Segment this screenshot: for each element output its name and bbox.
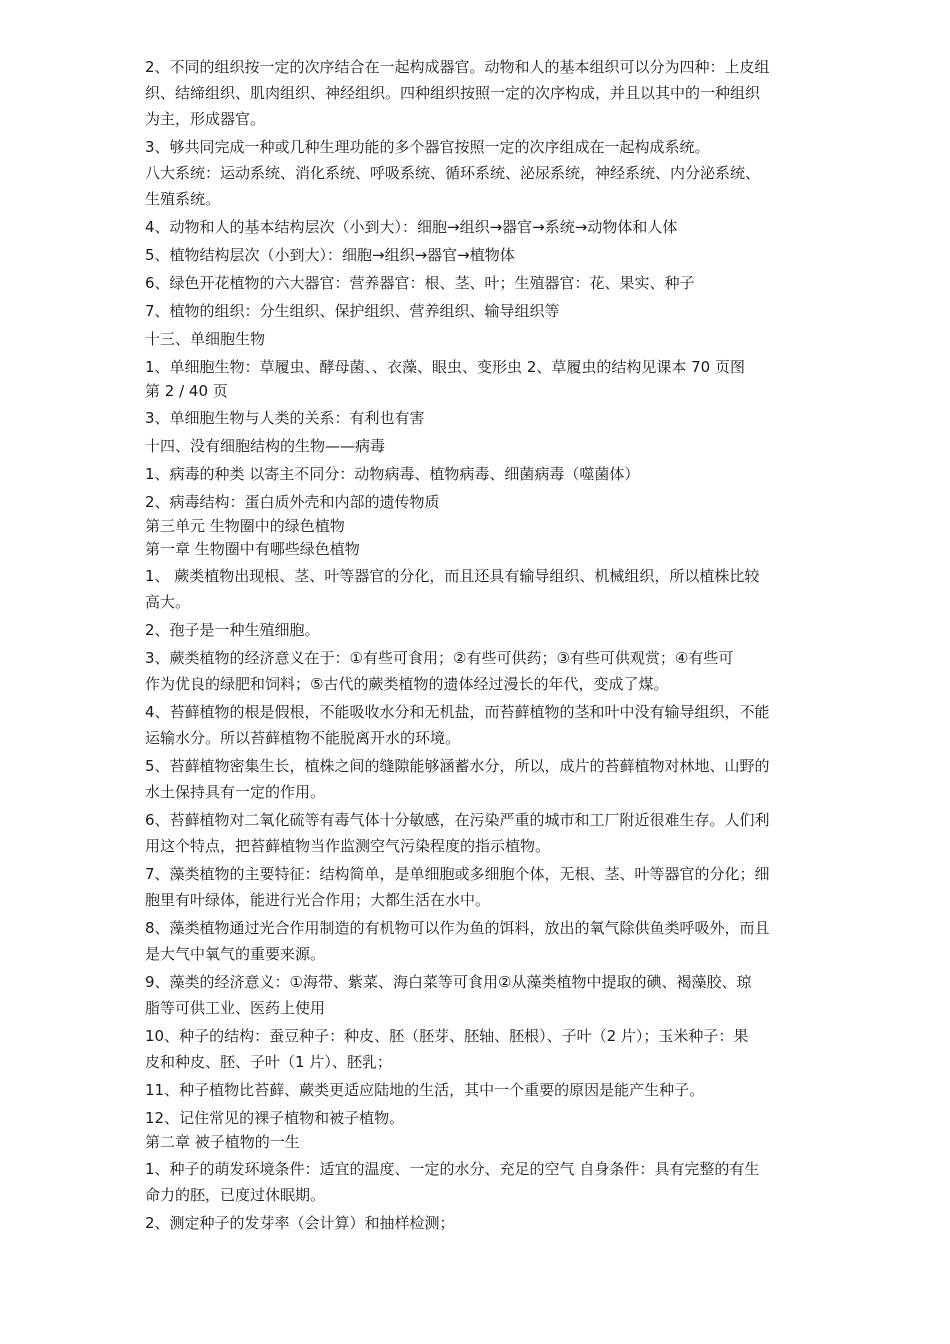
text-line: 胞里有叶绿体，能进行光合作用；大都生活在水中。 [145,891,491,909]
text-line: 7、植物的组织：分生组织、保护组织、营养组织、输导组织等 [145,302,560,320]
text-line: 2、不同的组织按一定的次序结合在一起构成器官。动物和人的基本组织可以分为四种：上皮组 [145,58,770,76]
text-line: 高大。 [145,593,191,611]
text-line: 5、苔藓植物密集生长，植株之间的缝隙能够涵蓄水分，所以，成片的苔藓植物对林地、山野的 [145,757,770,775]
text-line: 4、动物和人的基本结构层次（小到大）：细胞→组织→器官→系统→动物体和人体 [145,218,678,236]
text-line: 11、种子植物比苔藓、蕨类更适应陆地的生活，其中一个重要的原因是能产生种子。 [145,1081,705,1099]
text-line: 水土保持具有一定的作用。 [145,783,326,801]
unit-heading: 第三单元 生物圈中的绿色植物 [145,517,345,535]
text-line: 1、 蕨类植物出现根、茎、叶等器官的分化，而且还具有输导组织、机械组织，所以植株比较 [145,567,760,585]
chapter-heading: 第二章 被子植物的一生 [145,1133,300,1151]
section-heading: 十四、没有细胞结构的生物——病毒 [145,437,386,455]
text-line: 作为优良的绿肥和饲料；⑤古代的蕨类植物的遗体经过漫长的年代，变成了煤。 [145,675,669,693]
text-line: 4、苔藓植物的根是假根，不能吸收水分和无机盐，而苔藓植物的茎和叶中没有输导组织，不能 [145,703,770,721]
text-line: 5、植物结构层次（小到大）：细胞→组织→器官→植物体 [145,246,515,264]
document-page [145,54,810,1236]
text-line: 八大系统：运动系统、消化系统、呼吸系统、循环系统、泌尿系统，神经系统、内分泌系统、 [145,164,761,182]
text-line: 7、藻类植物的主要特征：结构简单，是单细胞或多细胞个体，无根、茎、叶等器官的分化；细 [145,865,770,883]
text-line: 生殖系统。 [145,190,221,208]
text-line: 2、测定种子的发芽率（会计算）和抽样检测； [145,1214,455,1232]
text-line: 1、单细胞生物：草履虫、酵母菌、、衣藻、眼虫、变形虫 2、草履虫的结构见课本 70 页图 [145,358,745,376]
chapter-heading: 第一章 生物圈中有哪些绿色植物 [145,540,360,558]
text-line: 10、种子的结构：蚕豆种子：种皮、胚（胚芽、胚轴、胚根）、子叶（2 片）；玉米种子：果 [145,1027,749,1045]
page-number: 第 2 / 40 页 [145,382,228,400]
text-line: 是大气中氧气的重要来源。 [145,945,326,963]
text-line: 1、种子的萌发环境条件：适宜的温度、一定的水分、充足的空气 自身条件：具有完整的有生 [145,1160,760,1178]
text-line: 3、单细胞生物与人类的关系：有利也有害 [145,409,425,427]
text-line: 1、病毒的种类 以寄主不同分：动物病毒、植物病毒、细菌病毒（噬菌体） [145,465,640,483]
text-line: 8、藻类植物通过光合作用制造的有机物可以作为鱼的饵料，放出的氧气除供鱼类呼吸外，而且 [145,919,770,937]
text-line: 2、病毒结构：蛋白质外壳和内部的遗传物质 [145,493,440,511]
text-line: 为主，形成器官。 [145,110,266,128]
text-line: 2、孢子是一种生殖细胞。 [145,621,320,639]
text-line: 12、记住常见的裸子植物和被子植物。 [145,1109,405,1127]
text-line: 用这个特点，把苔藓植物当作监测空气污染程度的指示植物。 [145,837,551,855]
text-line: 脂等可供工业、医药上使用 [145,999,326,1017]
text-line: 织、结缔组织、肌肉组织、神经组织。四种组织按照一定的次序构成，并且以其中的一种组织 [145,84,761,102]
text-line: 6、苔藓植物对二氧化硫等有毒气体十分敏感，在污染严重的城市和工厂附近很难生存。人们利 [145,811,770,829]
text-line: 9、藻类的经济意义：①海带、紫菜、海白菜等可食用②从藻类植物中提取的碘、褐藻胶、琼 [145,973,752,991]
text-line: 3、够共同完成一种或几种生理功能的多个器官按照一定的次序组成在一起构成系统。 [145,138,710,156]
section-heading: 十三、单细胞生物 [145,330,266,348]
text-line: 6、绿色开花植物的六大器官：营养器官：根、茎、叶；生殖器官：花、果实、种子 [145,274,695,292]
text-line: 命力的胚，已度过休眠期。 [145,1186,326,1204]
text-line: 运输水分。所以苔藓植物不能脱离开水的环境。 [145,729,461,747]
text-line: 3、蕨类植物的经济意义在于：①有些可食用；②有些可供药；③有些可供观赏；④有些可 [145,649,734,667]
text-line: 皮和种皮、胚、子叶（1 片）、胚乳； [145,1053,392,1071]
